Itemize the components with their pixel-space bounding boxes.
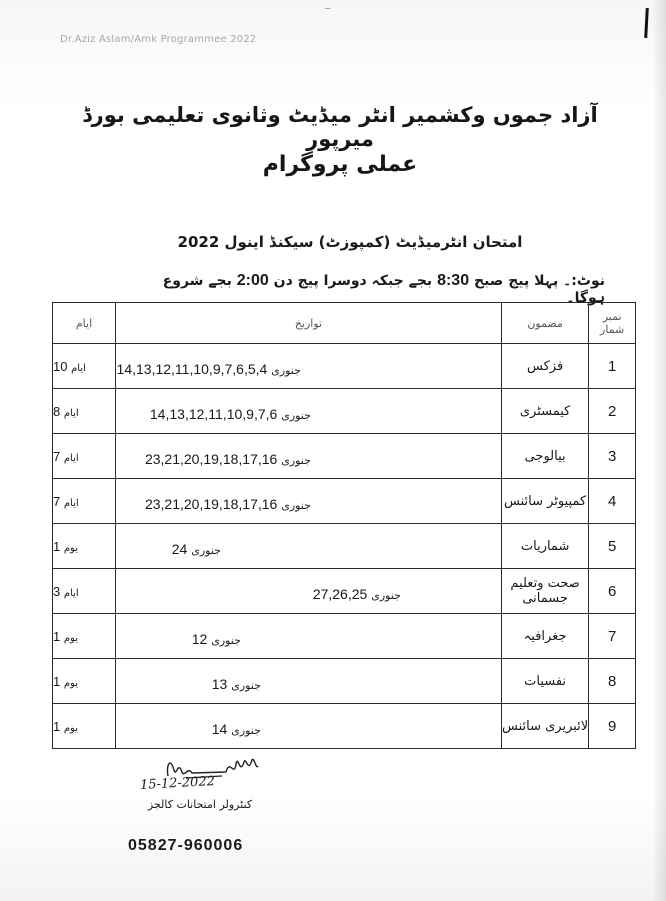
days-count: 7 <box>53 448 61 464</box>
row-dates-cell <box>115 524 501 569</box>
days-word: یوم <box>63 677 78 689</box>
page-edge-shadow <box>652 0 666 901</box>
schedule-table <box>52 302 636 749</box>
row-number: 6 <box>589 569 636 614</box>
row-subject: نفسیات <box>501 659 588 704</box>
table-row <box>53 704 636 749</box>
row-number: 7 <box>589 614 636 659</box>
pen-mark <box>644 8 649 38</box>
row-days <box>53 704 116 749</box>
program-title: عملی پروگرام <box>262 152 418 177</box>
date-list: 23,21,20,19,18,17,16 <box>144 496 278 512</box>
row-dates-cell <box>115 659 501 704</box>
table-row <box>53 614 636 659</box>
row-dates-cell <box>115 614 501 659</box>
row-days <box>53 389 116 434</box>
days-count: 10 <box>53 358 68 374</box>
row-number: 1 <box>589 344 636 389</box>
days-count: 7 <box>53 493 61 509</box>
row-days <box>53 344 116 389</box>
note-suffix: بجے شروع ہوگا۔ <box>162 273 605 306</box>
days-count: 1 <box>53 628 61 644</box>
days-word: یوم <box>63 722 78 734</box>
table-row <box>53 524 636 569</box>
top-mark: ـ‌ـ <box>325 2 331 12</box>
row-dates <box>145 496 311 512</box>
month-label: جنوری <box>281 454 311 467</box>
row-dates-cell <box>115 704 501 749</box>
table-row <box>53 389 636 434</box>
row-dates <box>117 361 301 377</box>
note-middle: بجے جبکہ دوسرا پیج دن <box>273 273 433 289</box>
row-dates-cell <box>115 434 501 479</box>
table-header-row <box>53 303 636 344</box>
row-days <box>53 659 116 704</box>
month-label: جنوری <box>281 499 311 512</box>
row-number: 5 <box>589 524 636 569</box>
days-count: 8 <box>53 403 61 419</box>
row-subject: کمپیوٹر سائنس <box>501 479 588 524</box>
month-label: جنوری <box>281 409 311 422</box>
date-list: 14 <box>211 721 228 737</box>
row-dates <box>145 451 311 467</box>
month-label: جنوری <box>371 589 401 602</box>
table-row <box>53 344 636 389</box>
date-list: 14,13,12,11,10,9,7,6,5,4 <box>116 361 268 377</box>
row-days <box>53 614 116 659</box>
days-word: یوم <box>63 542 78 554</box>
note-prefix: نوٹ:۔ پہلا پیج صبح <box>473 273 605 289</box>
days-word: ایام <box>71 362 86 374</box>
row-dates <box>192 631 241 647</box>
row-days <box>53 479 116 524</box>
days-word: ایام <box>63 452 79 464</box>
date-list: 13 <box>211 676 228 692</box>
phone-number: 05827-960006 <box>128 837 244 854</box>
date-list: 24 <box>171 541 188 557</box>
row-dates <box>212 676 261 692</box>
note-time-afternoon: 2:00 <box>236 272 269 289</box>
row-dates-cell <box>115 479 501 524</box>
table-row <box>53 659 636 704</box>
row-number: 3 <box>589 434 636 479</box>
row-subject: کیمسٹری <box>501 389 588 434</box>
date-list: 23,21,20,19,18,17,16 <box>144 451 278 467</box>
exam-title <box>100 233 600 251</box>
row-dates-cell <box>115 569 501 614</box>
month-label: جنوری <box>211 634 241 647</box>
header-dates: تواریخ <box>115 303 501 344</box>
row-dates <box>212 721 261 737</box>
watermark-text: Dr.Aziz Aslam/Amk Programmee 2022 <box>60 34 257 45</box>
row-subject: جغرافیہ <box>501 614 588 659</box>
date-list: 27,26,25 <box>312 586 368 602</box>
note-time-morning: 8:30 <box>437 272 470 289</box>
row-subject: بیالوجی <box>501 434 588 479</box>
days-word: ایام <box>63 407 79 419</box>
row-number: 2 <box>589 389 636 434</box>
row-subject: فزکس <box>501 344 588 389</box>
signature-date: 15-12-2022 <box>139 774 216 793</box>
month-label: جنوری <box>231 724 261 737</box>
days-word: ایام <box>63 587 79 599</box>
table-row <box>53 479 636 524</box>
header-subject: مضمون <box>501 303 588 344</box>
month-label: جنوری <box>191 544 221 557</box>
row-dates <box>172 541 221 557</box>
days-count: 1 <box>53 538 61 554</box>
header-number: نمبر شمار <box>589 303 636 344</box>
board-title: آزاد جموں وکشمیر انٹر میڈیٹ وثانوی تعلیمی بورڈ میرپور <box>82 103 598 151</box>
row-number: 8 <box>589 659 636 704</box>
row-subject: صحت وتعلیم جسمانی <box>501 569 588 614</box>
controller-title: کنٹرولر امتحانات کالجز <box>147 798 253 811</box>
exam-title-text: امتحان انٹرمیڈیٹ (کمپوزٹ) سیکنڈ اینول <box>224 233 523 251</box>
row-subject: لائبریری سائنس <box>501 704 588 749</box>
row-days <box>53 569 116 614</box>
row-dates-cell <box>115 389 501 434</box>
days-count: 3 <box>53 583 61 599</box>
date-list: 14,13,12,11,10,9,7,6 <box>149 406 278 422</box>
month-label: جنوری <box>231 679 261 692</box>
exam-year: 2022 <box>177 233 220 251</box>
days-count: 1 <box>53 673 61 689</box>
days-word: ایام <box>63 497 79 509</box>
row-dates <box>313 586 401 602</box>
row-dates-cell <box>115 344 501 389</box>
row-days <box>53 434 116 479</box>
timing-note <box>130 272 605 306</box>
row-days <box>53 524 116 569</box>
row-number: 9 <box>589 704 636 749</box>
table-row <box>53 434 636 479</box>
row-dates <box>150 406 311 422</box>
month-label: جنوری <box>271 364 301 377</box>
days-word: یوم <box>63 632 78 644</box>
row-number: 4 <box>589 479 636 524</box>
table-row <box>53 569 636 614</box>
days-count: 1 <box>53 718 61 734</box>
row-subject: شماریات <box>501 524 588 569</box>
header-days: ایام <box>53 303 116 344</box>
date-list: 12 <box>191 631 208 647</box>
